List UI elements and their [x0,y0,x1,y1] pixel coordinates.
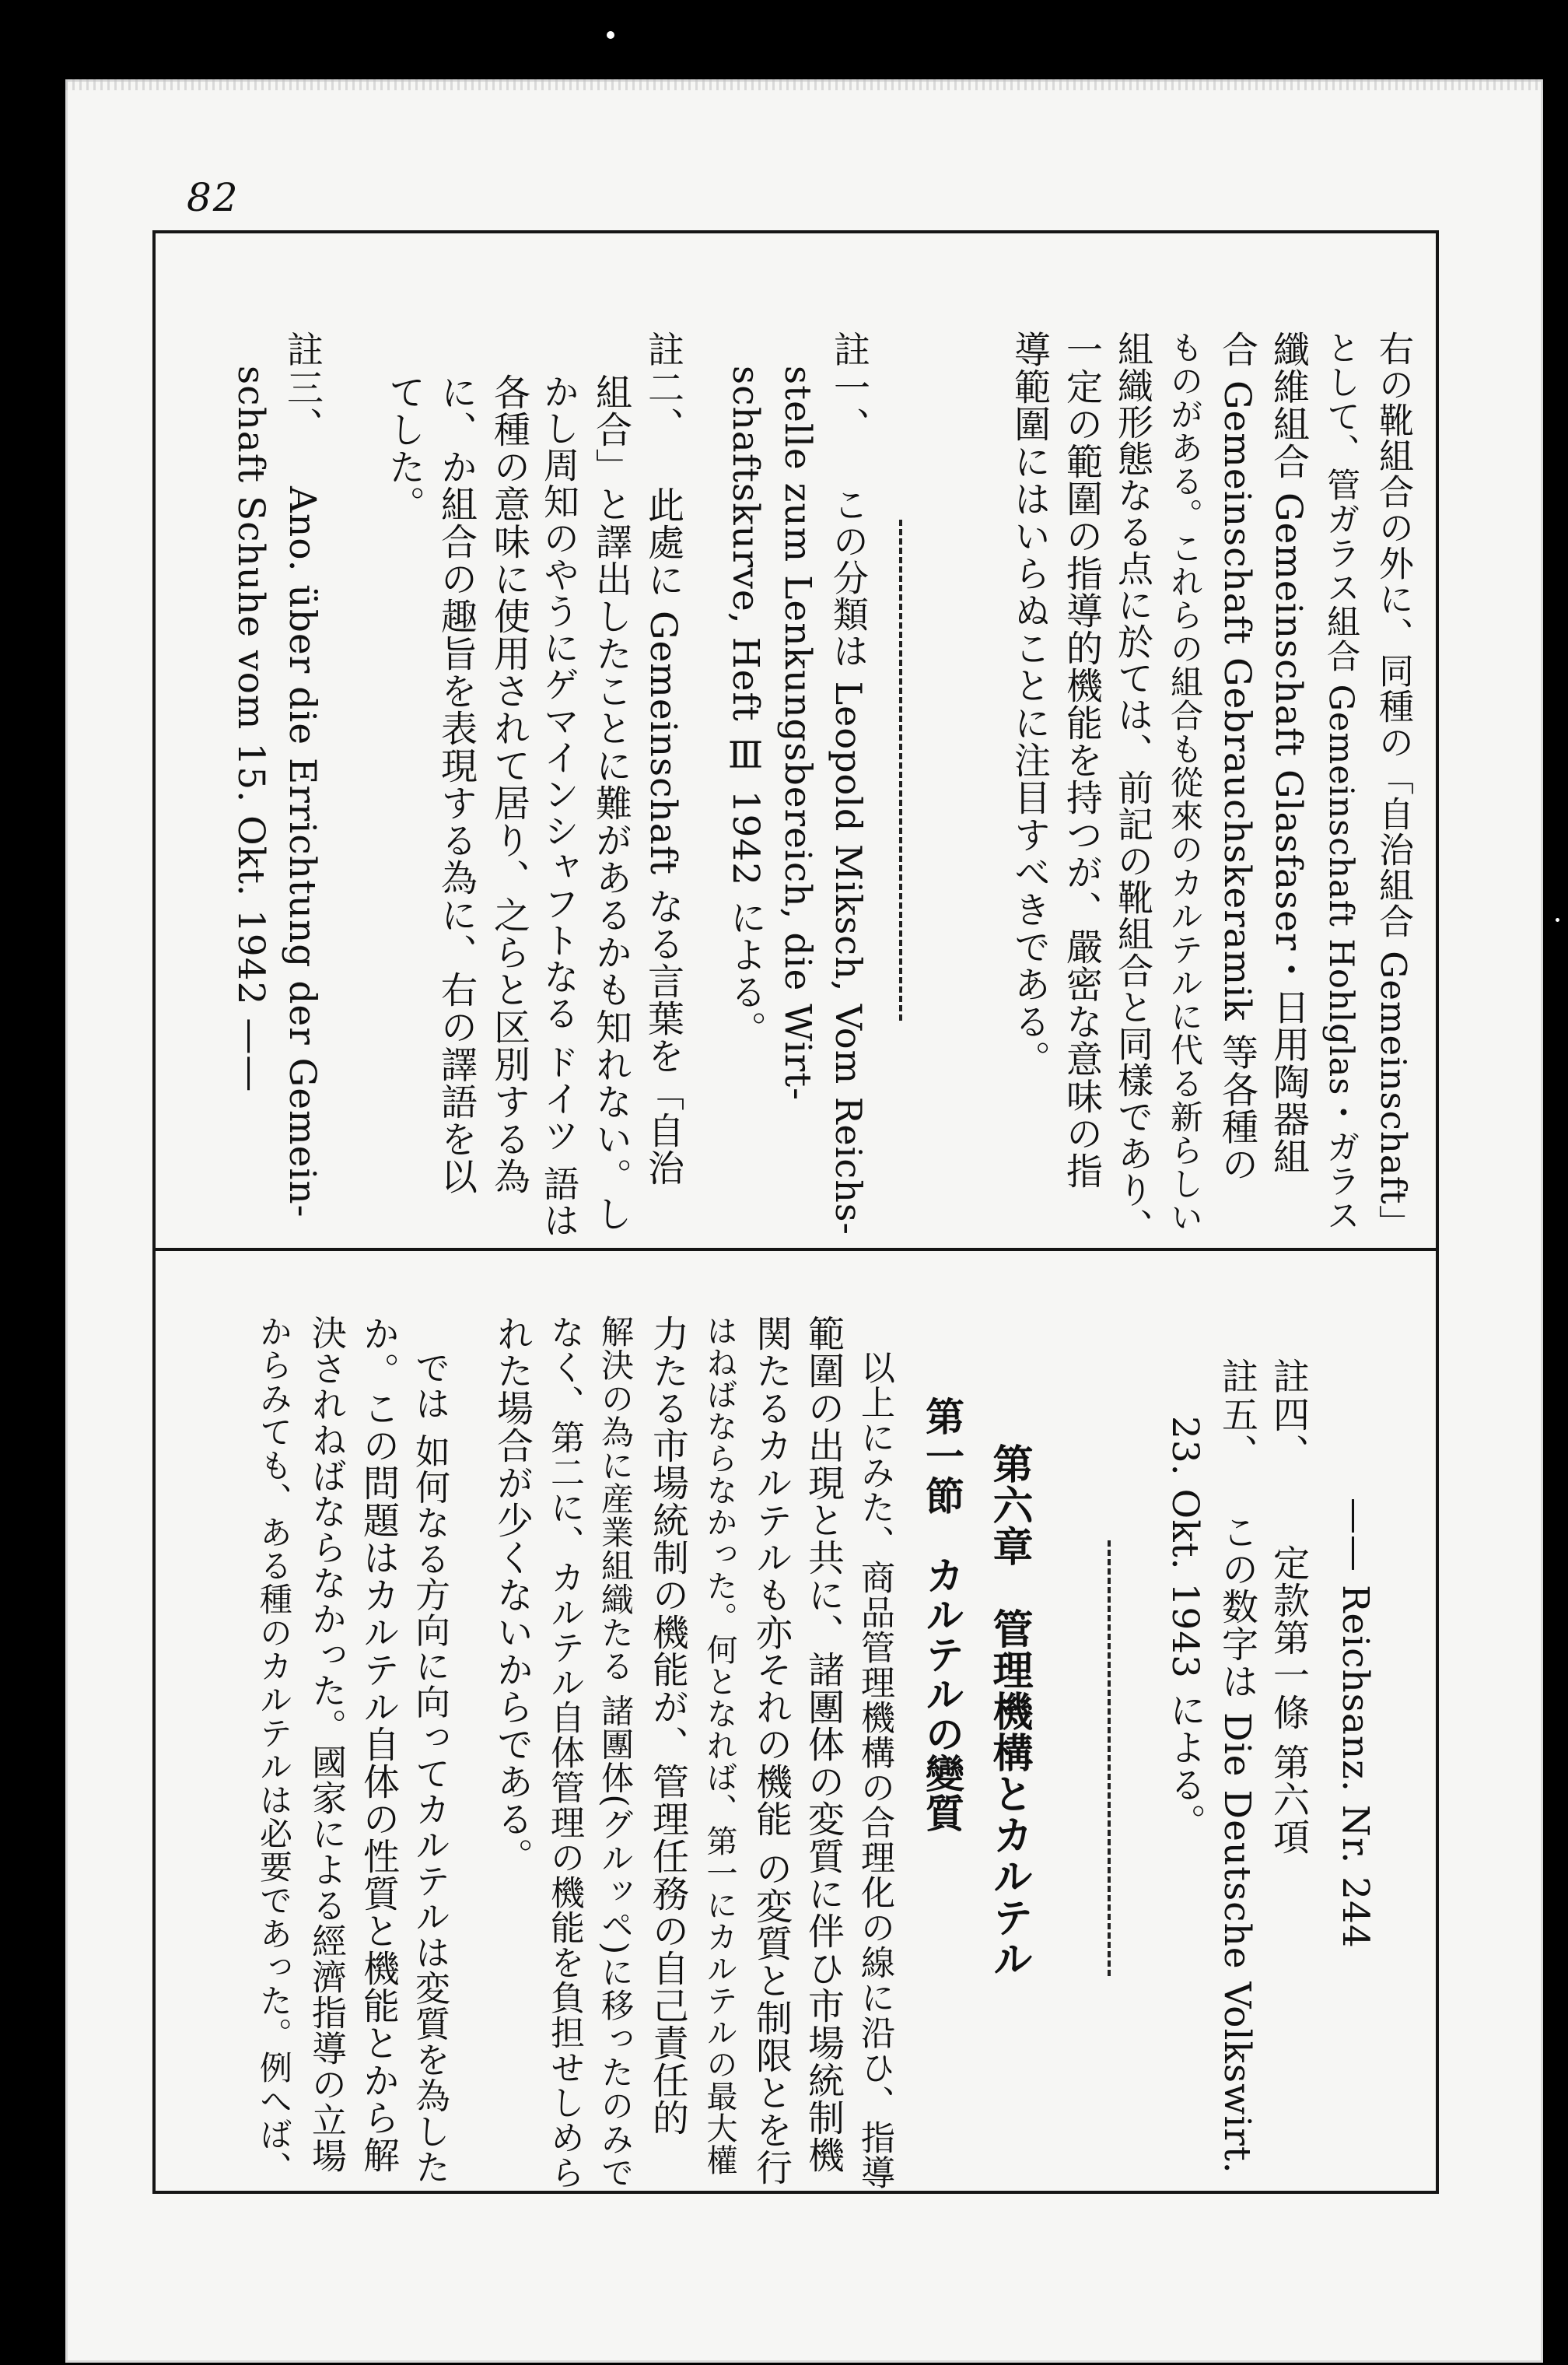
text-line: なく、第二に、カルテル自体管理の機能を負担せしめら [544,1315,584,2190]
text-line: 合 Gemeinschaft Gebrauchskeramik 等各種の [1216,331,1258,1183]
footnote-line: この分類は Leopold Miksch, Vom Reichs- [828,486,870,1235]
footnote-label: 註三、 [281,331,324,445]
footnote-line: てした。 [383,373,425,523]
footnote-label: 註二、 [642,331,684,445]
dashed-separator [1108,1540,1111,1976]
footnote-line: Ano. über die Errichtung der Gemein- [281,486,324,1218]
page-number: 82 [187,175,240,220]
footnote-line: schaft Schuhe vom 15. Okt. 1942 —— [229,366,272,1093]
text-line: 纖維組合 Gemeinschaft Glasfaser・日用陶器組 [1267,331,1310,1175]
footnote-label: 註一、 [828,331,870,445]
footnote-label: 註四、 [1267,1358,1310,1472]
text-line: 一定の範圍の指導的機能を持つが、嚴密な意味の指 [1060,331,1103,1190]
footnote-line: stelle zum Lenkungsbereich, die Wirt- [776,366,819,1102]
text-line: 以上にみた、商品管理機構の合理化の線に沿ひ、指導 [855,1350,894,2190]
chapter-title: 第六章 管理機構とカルテル [985,1443,1033,1979]
footnote-line: 23. Okt. 1943 による。 [1164,1416,1206,1841]
footnote-line: に、か組合の趣旨を表現する為に、右の譯語を以 [435,373,478,1195]
footnote-line: schaftskurve, Heft Ⅲ 1942 による。 [724,366,767,1049]
text-line: はねばならなかった。何となれば、第一にカルテルの最大權 [702,1315,737,2176]
section-title: 第一節 カルテルの變質 [919,1396,965,1833]
text-line: 右の靴組合の外に、同種の「自治組合 Gemeinschaft」 [1373,331,1414,1241]
footnote-line: この数字は Die Deutsche Volkswirt. [1216,1513,1258,2174]
text-line: 関たるカルテルも亦それの機能 の変質と制限とを行 [750,1315,793,2186]
dust-speck [607,31,614,39]
footnote-line: かし周知のやうにゲマインシャフトなる ドイツ 語は [538,373,580,1239]
text-line: れた場合が少くないからである。 [491,1315,534,1875]
text-line: 決されねばならなかった。國家による經濟指導の立場 [306,1315,347,2174]
dust-speck [1556,918,1559,922]
text-line: として、管ガラス組合 Gemeinschaft Hohlglas・ガラス [1321,331,1360,1233]
text-line: 力たる市場統制の機能が、管理任務の自己責任的 [646,1315,689,2136]
footnote-line: —— Reichsanz. Nr. 244 [1334,1498,1377,1949]
text-line: 解決の為に産業組織たる 諸團体(グルッペ)に移ったのみで [597,1315,635,2190]
text-line: では 如何なる方向に向ってカルテルは変質を為した [409,1350,450,2185]
text-line: 範圍の出現と共に、諸團体の変質に伴ひ市場統制機 [802,1315,845,2174]
footnote-line: 定款第一條 第六項 [1267,1544,1310,1855]
text-line: 導範圍にはいらぬことに注目すべきである。 [1008,331,1051,1077]
text-line: ものがある。これらの組合も從來のカルテルに代る新らしい [1166,331,1204,1234]
footnote-line: 此處に Gemeinschaft なる言葉を「自治 [642,486,684,1186]
footnote-line: 各種の意味に使用されて居り、之らと区別する為 [488,373,530,1195]
text-line: からみても、ある種のカルテルは必要であった。例へば、 [255,1315,293,2185]
dashed-separator [899,520,902,1021]
footnote-label: 註五、 [1216,1358,1258,1472]
footnote-line: 組合」と譯出したことに難があるかも知れない。し [590,373,632,1232]
text-line: 組織形態なる点に於ては、前記の靴組合と同樣であり、 [1112,331,1154,1245]
text-line: か。この問題はカルテル自体の性質と機能とから解 [357,1315,400,2174]
